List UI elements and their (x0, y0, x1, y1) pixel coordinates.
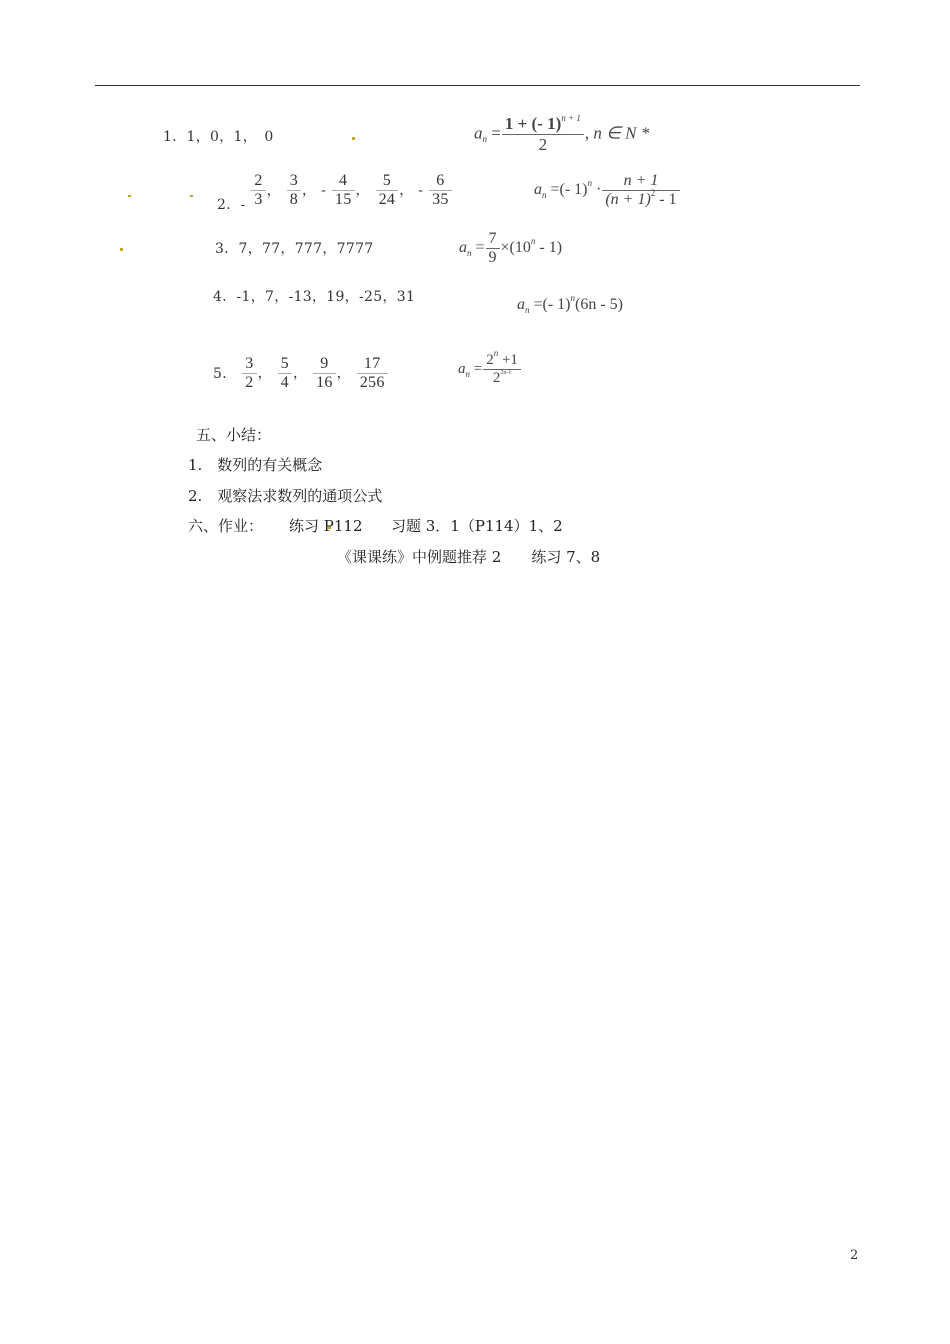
mark-dot (120, 248, 123, 251)
mark-dot (190, 195, 193, 197)
fraction: $\frac{4}{15}$ (332, 172, 355, 209)
example-2: 2．- $\frac{2}{3}$ ， $\frac{3}{8}$ ， - $\frac{4}{15}$ ， $\frac{5}{24}$ ， - $\frac{6}{35}$ (217, 172, 453, 209)
formula-2: $a_n$ =(- 1)$^n$ · $\frac{n + 1}{(n + 1)^2 - 1}$ (534, 172, 681, 209)
homework-line-2: 《课课练》中例题推荐 2 练习 7、8 (337, 548, 601, 566)
page-number: 2 (850, 1248, 859, 1263)
example-3: 3．7，77，777，7777 (215, 241, 374, 257)
example-5: 5． $\frac{3}{2}$ ， $\frac{5}{4}$ ， $\frac{9}{16}$ ， $\frac{17}{256}$ (213, 355, 389, 392)
formula-3: $a_n$ = $\frac{7}{9}$ $\times(10^n - 1)$ (459, 230, 563, 266)
fraction: $\frac{3}{2}$ (242, 355, 256, 392)
formula-5: $a_n$ = $\frac{2^n +1}{2^{2n-1}}$ (458, 352, 522, 387)
fraction: $\frac{3}{8}$ (287, 172, 301, 209)
formula-4: $a_n$ =(- 1)$^n$(6n - 5) (517, 293, 623, 315)
homework-practice: 练习 P112 (289, 517, 363, 535)
example-1: 1．1，0，1， 0 (163, 129, 274, 145)
example-4: 4．-1，7，-13，19，-25，31 (213, 289, 416, 305)
formula-1: $a_n$ = $\frac{1 + (- 1)^{n + 1}}{2}$ , n ∈ N * (474, 113, 650, 154)
fraction: $\frac{5}{4}$ (278, 355, 292, 392)
mark-dot (352, 137, 355, 140)
fraction: $\frac{2}{3}$ (251, 172, 265, 209)
homework-label: 六、作业： (188, 517, 264, 535)
header-rule (95, 85, 860, 86)
fraction: $\frac{9}{16}$ (313, 355, 336, 392)
fraction: $\frac{5}{24}$ (376, 172, 399, 209)
fraction: $\frac{6}{35}$ (429, 172, 452, 209)
mark-dot (128, 195, 131, 197)
summary-item-1: 1. 数列的有关概念 (188, 456, 323, 474)
summary-heading: 五、小结： (196, 426, 272, 444)
homework-exercise: 习题 3．1（P114）1、2 (391, 517, 563, 535)
summary-item-2: 2. 观察法求数列的通项公式 (188, 487, 383, 505)
fraction: $\frac{17}{256}$ (357, 355, 388, 392)
